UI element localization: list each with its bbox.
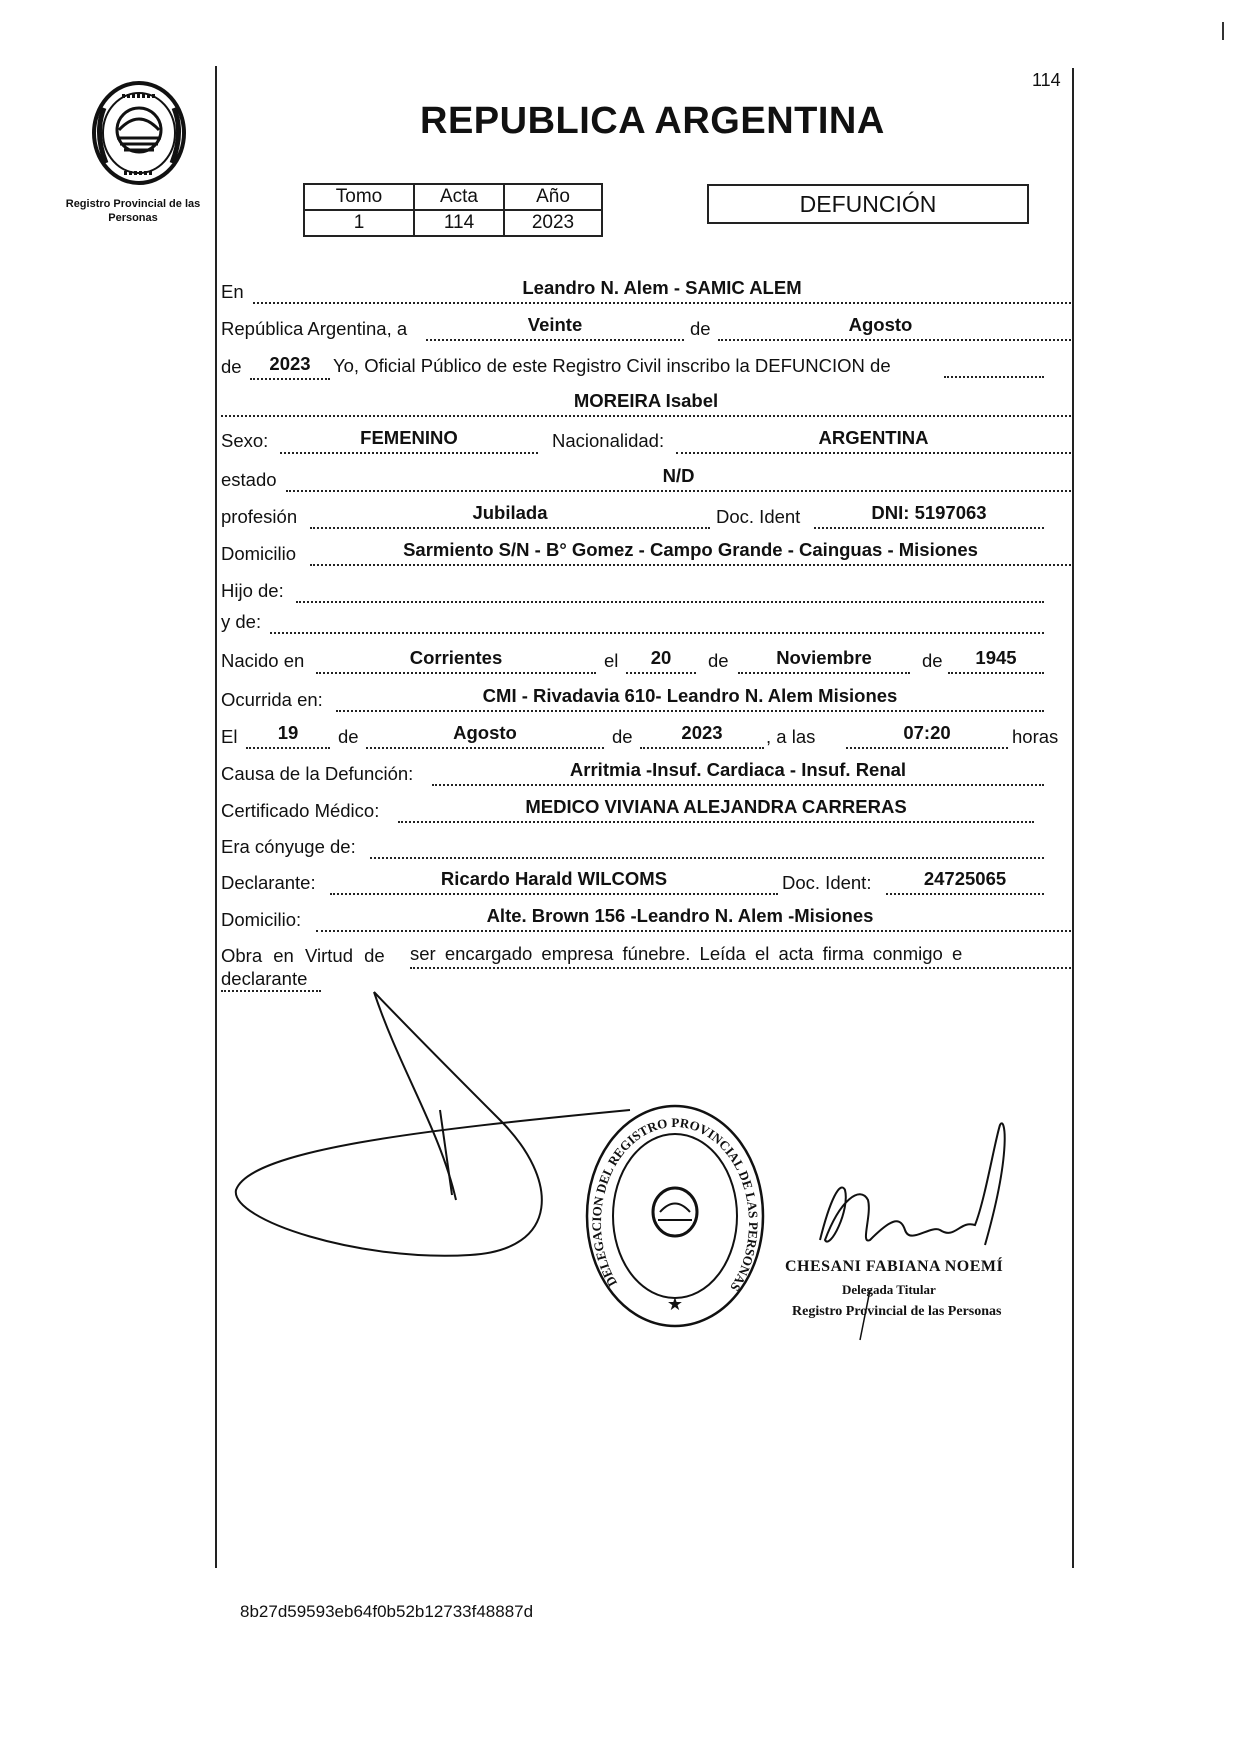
declarant-value: Ricardo Harald WILCOMS (440, 868, 668, 889)
label-domicilio-declarant: Domicilio: (221, 909, 302, 930)
label-en: En (221, 281, 244, 302)
label-el: el (604, 650, 619, 671)
label-obra-en-virtud: Obra en Virtud de (221, 945, 385, 966)
death-day-value: 19 (277, 722, 299, 743)
month-value: Agosto (848, 314, 913, 335)
label-declarante: Declarante: (221, 872, 316, 893)
label-a-las: , a las (766, 726, 816, 747)
year-value: 2023 (269, 353, 311, 374)
label-republica: República Argentina, a (221, 318, 408, 339)
label-profesion: profesión (221, 506, 298, 527)
page-number: 114 (1032, 70, 1061, 90)
label-yo-statement: Yo, Oficial Público de este Registro Civil inscribo la DEFUNCION de (333, 355, 891, 376)
label-ocurrida-en: Ocurrida en: (221, 689, 323, 710)
label-de-birth-month: de (708, 650, 729, 671)
label-de-death-month: de (338, 726, 359, 747)
official-office: Registro Provincial de las Personas (792, 1304, 1002, 1319)
label-nacionalidad: Nacionalidad: (552, 430, 665, 451)
certifier-value: MEDICO VIVIANA ALEJANDRA CARRERAS (525, 796, 907, 817)
document-hash: 8b27d59593eb64f0b52b12733f48887d (240, 1602, 534, 1621)
birth-day-value: 20 (650, 647, 672, 668)
label-de-birth-year: de (922, 650, 943, 671)
birth-place-value: Corrientes (409, 647, 503, 668)
label-causa: Causa de la Defunción: (221, 763, 414, 784)
official-name: CHESANI FABIANA NOEMÍ (785, 1258, 1004, 1275)
death-year-value: 2023 (681, 722, 723, 743)
profession-value: Jubilada (472, 502, 548, 523)
acta-value: 114 (414, 210, 504, 236)
place-value: Leandro N. Alem - SAMIC ALEM (522, 277, 802, 298)
death-time-value: 07:20 (903, 722, 951, 743)
sex-value: FEMENINO (360, 427, 458, 448)
birth-month-value: Noviembre (776, 647, 872, 668)
label-de-year: de (221, 356, 242, 377)
official-role: Delegada Titular (842, 1282, 936, 1297)
label-nacido-en: Nacido en (221, 650, 305, 671)
label-certificado: Certificado Médico: (221, 800, 380, 821)
label-domicilio: Domicilio (221, 543, 297, 564)
label-conyuge: Era cónyuge de: (221, 836, 356, 857)
ano-value: 2023 (504, 210, 602, 236)
doc-value: DNI: 5197063 (871, 502, 987, 523)
tomo-header: Tomo (304, 184, 414, 210)
address-value: Sarmiento S/N - B° Gomez - Campo Grande - Cainguas - Misiones (403, 539, 978, 560)
obra-text-value: ser encargado empresa fúnebre. Leída el acta firma conmigo e (410, 943, 963, 964)
document-title: REPUBLICA ARGENTINA (420, 100, 885, 142)
declarant-address-value: Alte. Brown 156 -Leandro N. Alem -Misiones (486, 905, 874, 926)
cause-value: Arritmia -Insuf. Cardiaca - Insuf. Renal (569, 759, 907, 780)
label-y-de: y de: (221, 611, 262, 632)
tomo-value: 1 (304, 210, 414, 236)
day-value: Veinte (527, 314, 583, 335)
label-estado: estado (221, 469, 277, 490)
civil-status-value: N/D (662, 465, 695, 486)
label-el-cap: El (221, 726, 238, 747)
label-horas: horas (1012, 726, 1059, 747)
label-de-death-year: de (612, 726, 633, 747)
label-de: de (690, 318, 711, 339)
registry-label: Registro Provincial de las Personas (65, 198, 201, 224)
declarant-doc-value: 24725065 (923, 868, 1007, 889)
nationality-value: ARGENTINA (818, 427, 929, 448)
acta-header: Acta (414, 184, 504, 210)
svg-text:★: ★ (666, 1294, 684, 1314)
label-doc-ident: Doc. Ident (716, 506, 801, 527)
act-type-box: DEFUNCIÓN (707, 184, 1029, 224)
obra-end-value: declarante (221, 968, 308, 989)
svg-text:DELEGACION DEL REGISTRO PROVIN: DELEGACION DEL REGISTRO PROVINCIAL DE LAS PERSONAS (588, 1114, 762, 1295)
ano-header: Año (504, 184, 602, 210)
death-month-value: Agosto (453, 722, 517, 743)
label-hijo-de: Hijo de: (221, 580, 284, 601)
death-place-value: CMI - Rivadavia 610- Leandro N. Alem Misiones (482, 685, 898, 706)
birth-year-value: 1945 (975, 647, 1017, 668)
deceased-name-value: MOREIRA Isabel (573, 390, 719, 411)
label-doc-ident-declarant: Doc. Ident: (782, 872, 872, 893)
label-sexo: Sexo: (221, 430, 269, 451)
